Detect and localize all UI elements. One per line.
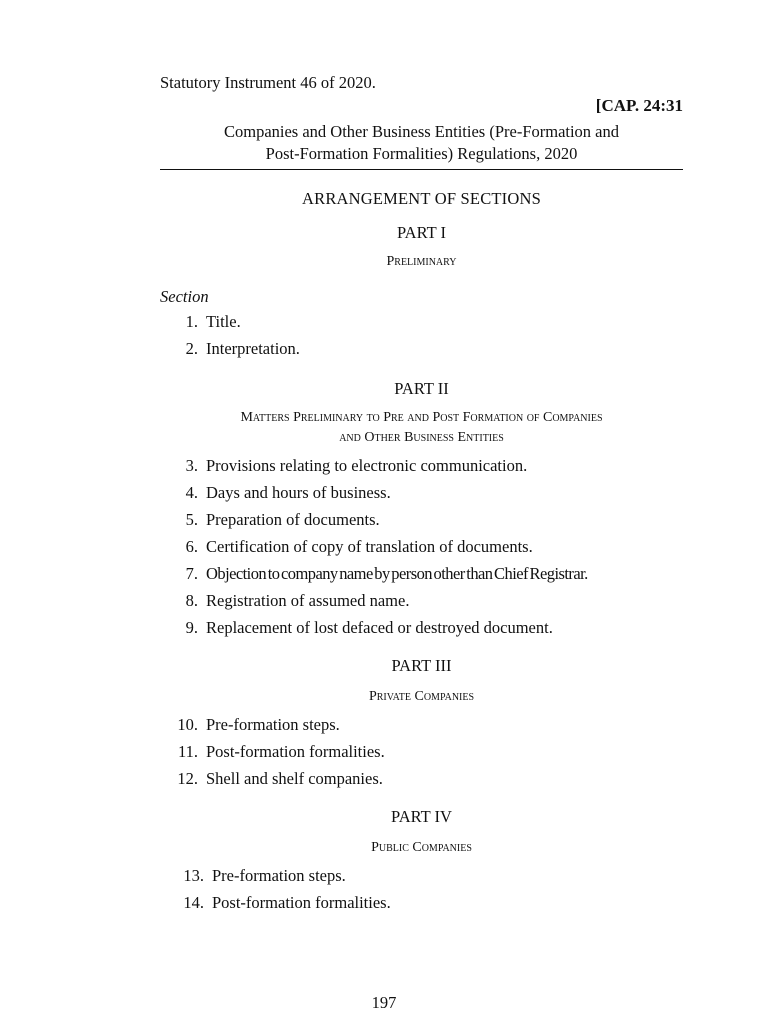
section-number: 10. xyxy=(177,715,198,734)
section-title: Replacement of lost defaced or destroyed document. xyxy=(206,618,553,637)
section-title: Pre-formation steps. xyxy=(206,715,340,734)
part-2-sections xyxy=(160,452,683,641)
part-3-sections xyxy=(160,711,683,792)
list-item xyxy=(160,862,683,889)
list-item xyxy=(160,308,683,335)
section-title: Preparation of documents. xyxy=(206,510,380,529)
section-number: 2. xyxy=(185,339,198,358)
list-item xyxy=(160,560,683,587)
list-item xyxy=(160,711,683,738)
part-2-title xyxy=(160,408,683,448)
section-number: 14. xyxy=(183,893,204,912)
running-title xyxy=(160,121,683,170)
part-2-title-line-1: Matters Preliminary to Pre and Post Formation of Companies xyxy=(240,410,603,425)
part-3-title: Private Companies xyxy=(368,689,475,704)
running-title-line-1: Companies and Other Business Entities (Pre-Formation and xyxy=(223,122,620,141)
section-number: 11. xyxy=(177,742,198,761)
section-title: Pre-formation steps. xyxy=(212,866,346,885)
section-column-label: Section xyxy=(160,287,209,306)
section-number: 12. xyxy=(177,769,198,788)
section-number: 3. xyxy=(185,456,198,475)
part-3-label: PART III xyxy=(391,656,452,675)
part-1-sections xyxy=(160,308,683,362)
section-title: Registration of assumed name. xyxy=(206,591,410,610)
section-title: Post-formation formalities. xyxy=(212,893,391,912)
section-title: Title. xyxy=(206,312,241,331)
section-number: 7. xyxy=(185,564,198,583)
list-item xyxy=(160,452,683,479)
part-1-label: PART I xyxy=(397,223,446,242)
chapter-reference: [CAP. 24:31 xyxy=(595,96,683,115)
page-number: 197 xyxy=(371,993,397,1012)
list-item xyxy=(160,587,683,614)
arrangement-heading: ARRANGEMENT OF SECTIONS xyxy=(302,189,541,208)
section-number: 9. xyxy=(185,618,198,637)
running-title-line-2: Post-Formation Formalities) Regulations, 2020 xyxy=(265,144,578,163)
part-4-sections xyxy=(160,862,683,916)
part-4-label: PART IV xyxy=(391,807,452,826)
section-title: Certification of copy of translation of documents. xyxy=(206,537,533,556)
list-item xyxy=(160,533,683,560)
section-number: 1. xyxy=(185,312,198,331)
part-2-title-line-2: and Other Business Entities xyxy=(339,430,504,445)
section-title: Interpretation. xyxy=(206,339,300,358)
part-4-title: Public Companies xyxy=(371,840,472,855)
section-title: Provisions relating to electronic communication. xyxy=(206,456,528,475)
section-number: 8. xyxy=(185,591,198,610)
statutory-instrument-reference: Statutory Instrument 46 of 2020. xyxy=(160,73,376,92)
list-item xyxy=(160,479,683,506)
part-2-label: PART II xyxy=(394,379,449,398)
section-title: Days and hours of business. xyxy=(206,483,391,502)
section-title: Shell and shelf companies. xyxy=(206,769,383,788)
section-number: 6. xyxy=(185,537,198,556)
section-number: 4. xyxy=(185,483,198,502)
section-title: Objection to company name by person other than Chief Registrar. xyxy=(206,564,588,583)
section-title: Post-formation formalities. xyxy=(206,742,385,761)
section-number: 13. xyxy=(183,866,204,885)
list-item xyxy=(160,335,683,362)
list-item xyxy=(160,506,683,533)
list-item xyxy=(160,765,683,792)
section-number: 5. xyxy=(185,510,198,529)
document-page xyxy=(160,72,683,916)
list-item xyxy=(160,889,683,916)
part-1-title: Preliminary xyxy=(386,254,457,269)
list-item xyxy=(160,738,683,765)
list-item xyxy=(160,614,683,641)
